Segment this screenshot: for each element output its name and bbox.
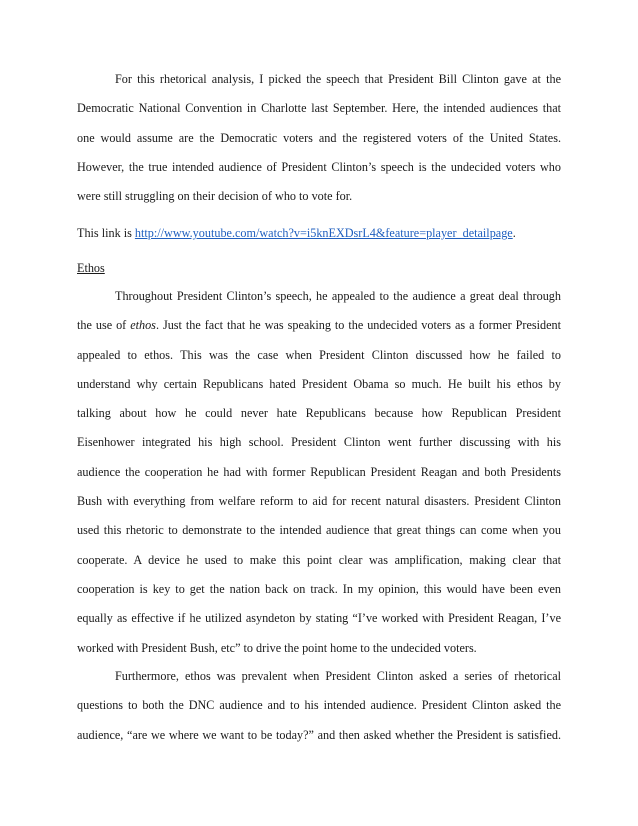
ethos-line: cooperation is key to get the nation back on track. In my opinion, this would have been even <box>77 581 561 596</box>
intro-paragraph <box>77 65 561 211</box>
furthermore-line: questions to both the DNC audience and to his intended audience. President Clinton asked the <box>77 698 561 713</box>
furthermore-line: Furthermore, ethos was prevalent when President Clinton asked a series of rhetorical <box>115 669 561 683</box>
ethos-line: equally as effective if he utilized asyndeton by stating “I’ve worked with President Reagan, I’ve <box>77 611 561 626</box>
ethos-line: appealed to ethos. This was the case when President Clinton discussed how he failed to <box>77 347 561 362</box>
ethos-line: cooperate. A device he used to make this point clear was amplification, making clear that <box>77 552 561 567</box>
link-sentence <box>77 223 516 243</box>
intro-line: Democratic National Convention in Charlotte last September. Here, the intended audiences that <box>77 101 561 116</box>
furthermore-paragraph <box>77 662 561 750</box>
ethos-line-pre: the use of <box>77 318 131 333</box>
link-suffix: . <box>512 226 516 240</box>
ethos-line: Bush with everything from welfare reform to aid for recent natural disasters. President Clinton <box>77 494 561 509</box>
section-heading-ethos: Ethos <box>77 261 105 275</box>
link-prefix: This link is <box>77 226 135 240</box>
ethos-line: used this rhetoric to demonstrate to the intended audience that great things can come when you <box>77 523 561 538</box>
youtube-link[interactable]: http://www.youtube.com/watch?v=i5knEXDsrL4&feature=player_detailpage <box>134 226 513 240</box>
ethos-line: Throughout President Clinton’s speech, he appealed to the audience a great deal through <box>115 289 561 303</box>
ethos-paragraph <box>77 282 561 663</box>
ethos-line <box>77 311 561 340</box>
ethos-line: Eisenhower integrated his high school. President Clinton went further discussing with his <box>77 435 561 450</box>
ethos-line: understand why certain Republicans hated President Obama so much. He built his ethos by <box>77 376 561 391</box>
ethos-line: talking about how he could never hate Republicans because how Republican President <box>77 406 561 421</box>
intro-line: were still struggling on their decision of who to vote for. <box>77 189 353 204</box>
ethos-emphasis: ethos <box>130 318 156 333</box>
ethos-line: audience the cooperation he had with former Republican President Reagan and both Presidents <box>77 464 561 479</box>
intro-line: one would assume are the Democratic voters and the registered voters of the United States. <box>77 130 561 145</box>
intro-line: For this rhetorical analysis, I picked the speech that President Bill Clinton gave at the <box>115 72 561 86</box>
furthermore-line: audience, “are we where we want to be today?” and then asked whether the President is satisfied. <box>77 727 561 742</box>
ethos-line: worked with President Bush, etc” to drive the point home to the undecided voters. <box>77 640 477 655</box>
intro-line: However, the true intended audience of President Clinton’s speech is the undecided voters who <box>77 159 561 174</box>
ethos-line-post: . Just the fact that he was speaking to the undecided voters as a former President <box>155 318 561 333</box>
